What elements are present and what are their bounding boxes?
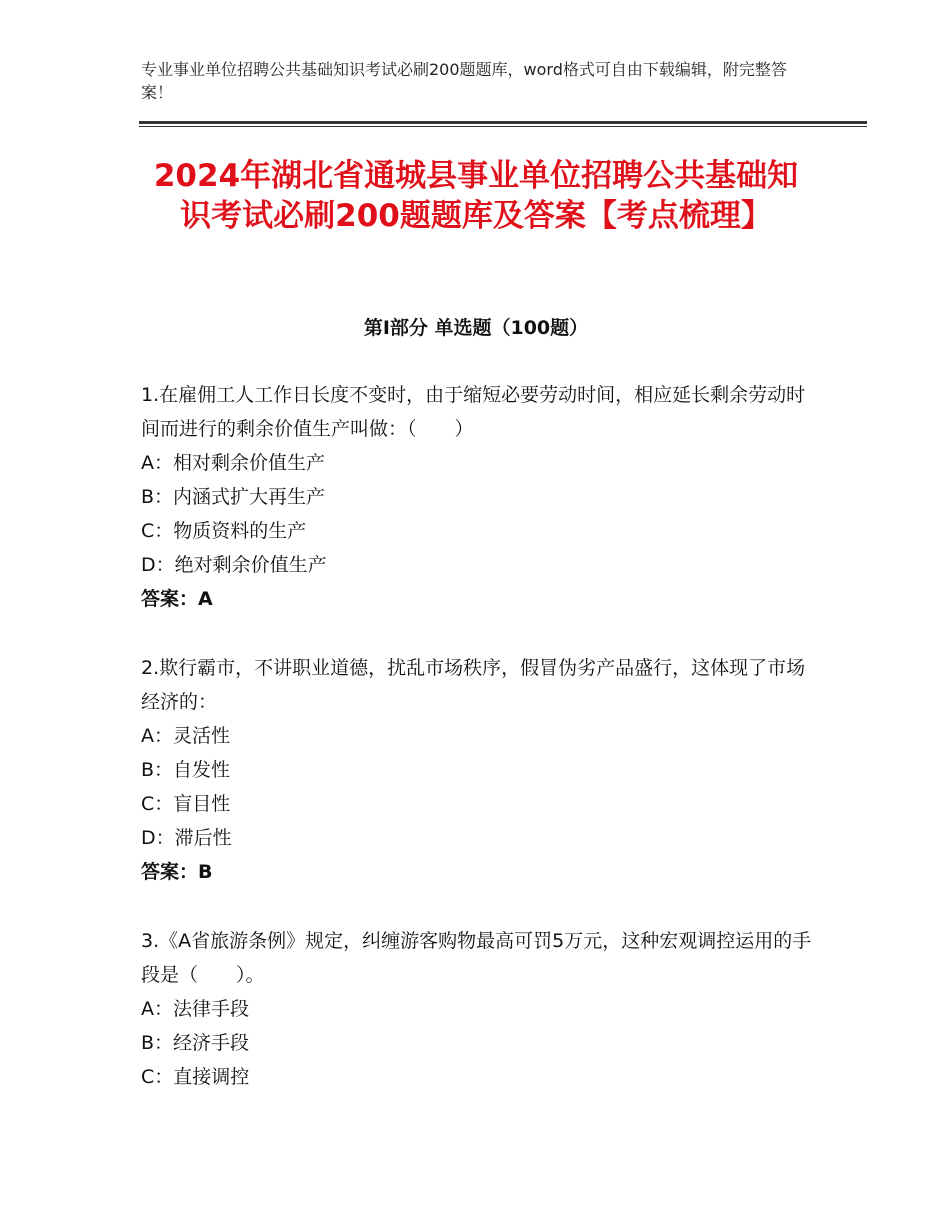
- question-stem: 1.在雇佣工人工作日长度不变时，由于缩短必要劳动时间，相应延长剩余劳动时间而进行的剩余价值生产叫做：（ ）: [141, 384, 806, 440]
- header-divider-thin: [139, 126, 867, 127]
- answer: 答案：B: [141, 861, 213, 883]
- question-stem: 3.《A省旅游条例》规定，纠缠游客购物最高可罚5万元，这种宏观调控运用的手段是（ ）。: [141, 930, 812, 986]
- header-note: 专业事业单位招聘公共基础知识考试必刷200题题库，word格式可自由下载编辑，附完整答案！: [141, 60, 787, 102]
- option-d: D：绝对剩余价值生产: [141, 554, 327, 576]
- header-divider-thick: [139, 121, 867, 124]
- option-a: A：相对剩余价值生产: [141, 452, 325, 474]
- answer: 答案：A: [141, 588, 213, 610]
- question-3: [141, 924, 813, 1094]
- option-d: D：滞后性: [141, 827, 232, 849]
- option-c: C：盲目性: [141, 793, 231, 815]
- section-title: 第I部分 单选题（100题）: [363, 317, 589, 339]
- option-c: C：物质资料的生产: [141, 520, 307, 542]
- option-c: C：直接调控: [141, 1066, 250, 1088]
- option-b: B：内涵式扩大再生产: [141, 486, 326, 508]
- option-a: A：灵活性: [141, 725, 230, 747]
- question-stem: 2.欺行霸市，不讲职业道德，扰乱市场秩序，假冒伪劣产品盛行，这体现了市场经济的：: [141, 657, 806, 713]
- question-1: [141, 378, 813, 616]
- option-a: A：法律手段: [141, 998, 249, 1020]
- option-b: B：自发性: [141, 759, 231, 781]
- question-2: [141, 651, 813, 889]
- document-title: 2024年湖北省通城县事业单位招聘公共基础知识考试必刷200题题库及答案【考点梳理】: [153, 158, 799, 234]
- option-b: B：经济手段: [141, 1032, 250, 1054]
